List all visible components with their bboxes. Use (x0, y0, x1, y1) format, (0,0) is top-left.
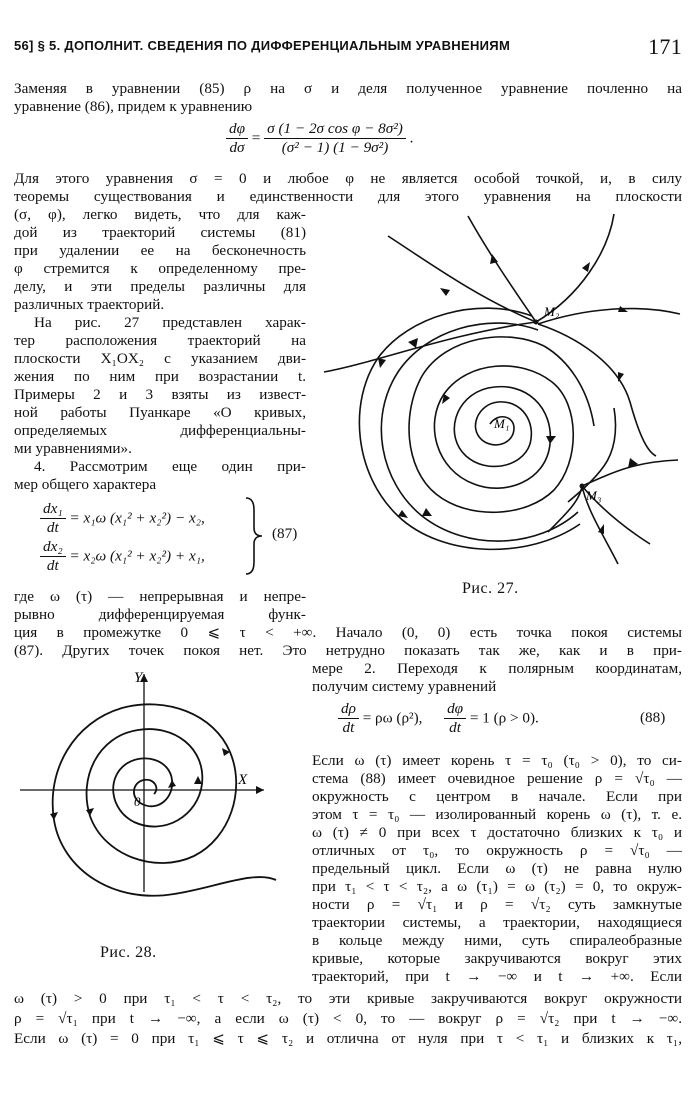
text-line: плоскости X₁OX₂ с указанием дви- (14, 350, 306, 367)
equation-label-88: (88) (640, 709, 666, 726)
text-line: (87). Других точек покоя нет. Это нетрудно показать так же, как и в при- (14, 642, 682, 659)
header-title: 56] § 5. ДОПОЛНИТ. СВЕДЕНИЯ ПО ДИФФЕРЕНЦИАЛЬНЫМ УРАВНЕНИЯМ (14, 38, 511, 53)
text-line: Если ω (τ) имеет корень τ = τ₀ (τ₀ > 0), то си- (312, 752, 682, 769)
fig27-label-m3: M₃ (586, 488, 602, 503)
text-line: при τ₁ < τ < τ₂, а ω (τ₁) = ω (τ₂) = 0, то окруж- (312, 878, 682, 895)
pol2-rhs: = 1 (ρ > 0). (469, 709, 539, 727)
equation-87-row-1 (40, 500, 205, 537)
eq-lhs-den: dσ (229, 139, 245, 156)
fig28-caption: Рис. 28. (100, 944, 157, 961)
text-line: мер общего характера (14, 476, 157, 493)
text-line: рывно дифференцируемая функ- (14, 606, 306, 623)
text-line: (σ, φ), легко видеть, что для каж- (14, 206, 306, 223)
sys1-num: dx₁ (40, 500, 66, 519)
fig28-x-arrow (256, 786, 264, 794)
text-line: траекторий, при t → −∞ и t → +∞. Если (312, 968, 682, 985)
text-line: ция в промежутке 0 ⩽ τ < +∞. Начало (0, 0) есть точка покоя системы (14, 624, 682, 641)
fig27-caption: Рис. 27. (462, 580, 519, 597)
pol1-rhs: = ρω (ρ²), (362, 709, 423, 727)
text-line: этом τ = τ₀ — изолированный корень ω (τ), т. е. (312, 806, 682, 823)
fig28-axes (20, 674, 264, 892)
text-line: 4. Рассмотрим еще один при- (34, 458, 306, 475)
figure-27 (318, 212, 688, 570)
running-header (14, 34, 682, 60)
fig27-trajectories (324, 214, 680, 564)
text-line: уравнение (86), придем к уравнению (14, 98, 253, 115)
sys1-den: dt (46, 519, 59, 536)
fig27-point-m2 (534, 320, 539, 325)
fig27-label-m2: M₂ (544, 304, 560, 319)
text-line: при удалении ее на бесконечность (14, 242, 306, 259)
equation-label-87: (87) (272, 525, 298, 542)
text-line: предельный цикл. Если ω (τ) не равна нулю (312, 860, 682, 877)
system-brace (244, 496, 264, 576)
text-line: тер расположения траекторий на (14, 332, 306, 349)
fig28-spiral (53, 704, 276, 895)
text-line: в кольце между ними, суть спиралеобразные (312, 932, 682, 949)
sys1-rhs: = x₁ω (x₁² + x₂²) − x₂, (69, 509, 205, 527)
text-line: делу, и эти пределы различны для (14, 278, 306, 295)
equation-88 (338, 700, 539, 737)
text-line: кривые, которые закручиваются вокруг этих (312, 950, 682, 967)
text-line: Примеры 2 и 3 взяты из извест- (14, 386, 306, 403)
text-line: Если ω (τ) = 0 при τ₁ ⩽ τ ⩽ τ₂ и отлична от нуля при τ < τ₁ и близких к τ₁, (14, 1030, 682, 1047)
fig27-point-m3 (580, 484, 585, 489)
sys2-den: dt (46, 557, 59, 574)
text-line: стема (88) имеет очевидное решение ρ = √τ₀ — (312, 770, 682, 787)
text-line: где ω (τ) — непрерывная и непре- (14, 588, 306, 605)
text-line: ной работы Пуанкаре «О кривых, (14, 404, 306, 421)
pol2-num: dφ (444, 700, 466, 719)
eq-lhs-num: dφ (226, 120, 248, 139)
text-line: ρ = √τ₁ при t → −∞, а если ω (τ) < 0, то — вокруг ρ = √τ₂ при t → −∞. (14, 1010, 682, 1027)
text-line: φ стремится к определенному пре- (14, 260, 306, 277)
text-line: дой из траекторий системы (81) (14, 224, 306, 241)
text-line: определяемых дифференциальны- (14, 422, 306, 439)
text-line: Для этого уравнения σ = 0 и любое φ не является особой точкой, и, в силу (14, 170, 682, 187)
text-line: мере 2. Переходя к полярным координатам, (312, 660, 682, 677)
text-line: различных траекторий. (14, 296, 165, 313)
fig28-label-o: 0 (134, 794, 141, 809)
fig28-label-y: Y (134, 670, 143, 686)
fig27-label-m1: M₁ (494, 416, 510, 431)
text-line: траектории системы, а траектории, находящиеся (312, 914, 682, 931)
pol2-den: dt (449, 719, 461, 736)
equation-dphi-dsigma: $\frac{d\varphi}{d\sigma}$ = $\frac{\text{σ (1 − 2σ cos φ − 8σ²)}}{\text{(σ² − 1) (1 − 9σ²)}}$ . (226, 120, 413, 157)
text-line: ω (τ) > 0 при τ₁ < τ < τ₂, то эти кривые закручиваются вокруг окружности (14, 990, 682, 1007)
text-line: Заменяя в уравнении (85) ρ на σ и деля полученное уравнение почленно на (14, 80, 682, 97)
text-line: получим систему уравнений (312, 678, 497, 695)
page-number: 171 (648, 34, 682, 59)
text-line: теоремы существования и единственности для этого уравнения на плоскости (14, 188, 682, 205)
eq-rhs-den: (σ² − 1) (1 − 9σ²) (281, 139, 389, 156)
text-line: жения по ним при возрастании t. (14, 368, 306, 385)
pol1-num: dρ (338, 700, 359, 719)
fig28-label-x: X (238, 772, 248, 788)
text-line: ности ρ = √τ₁ и ρ = √τ₂ суть замкнутые (312, 896, 682, 913)
sys2-rhs: = x₂ω (x₁² + x₂²) + x₁, (69, 547, 205, 565)
text-line: окружность с центром в начале. Если при (312, 788, 682, 805)
text-line: ω (τ) ≠ 0 при всех τ достаточно близких к τ₀ и (312, 824, 682, 841)
pol1-den: dt (342, 719, 355, 736)
equation-87-row-2 (40, 538, 205, 575)
eq-end: . (409, 129, 414, 147)
sys2-num: dx₂ (40, 538, 66, 557)
figure-28 (14, 660, 294, 940)
eq-rhs-num: σ (1 − 2σ cos φ − 8σ²) (264, 120, 406, 139)
text-line: ми уравнениями». (14, 440, 132, 457)
text-line: отличных от τ₀, то окружность ρ = √τ₀ — (312, 842, 682, 859)
text-line: На рис. 27 представлен харак- (34, 314, 306, 331)
